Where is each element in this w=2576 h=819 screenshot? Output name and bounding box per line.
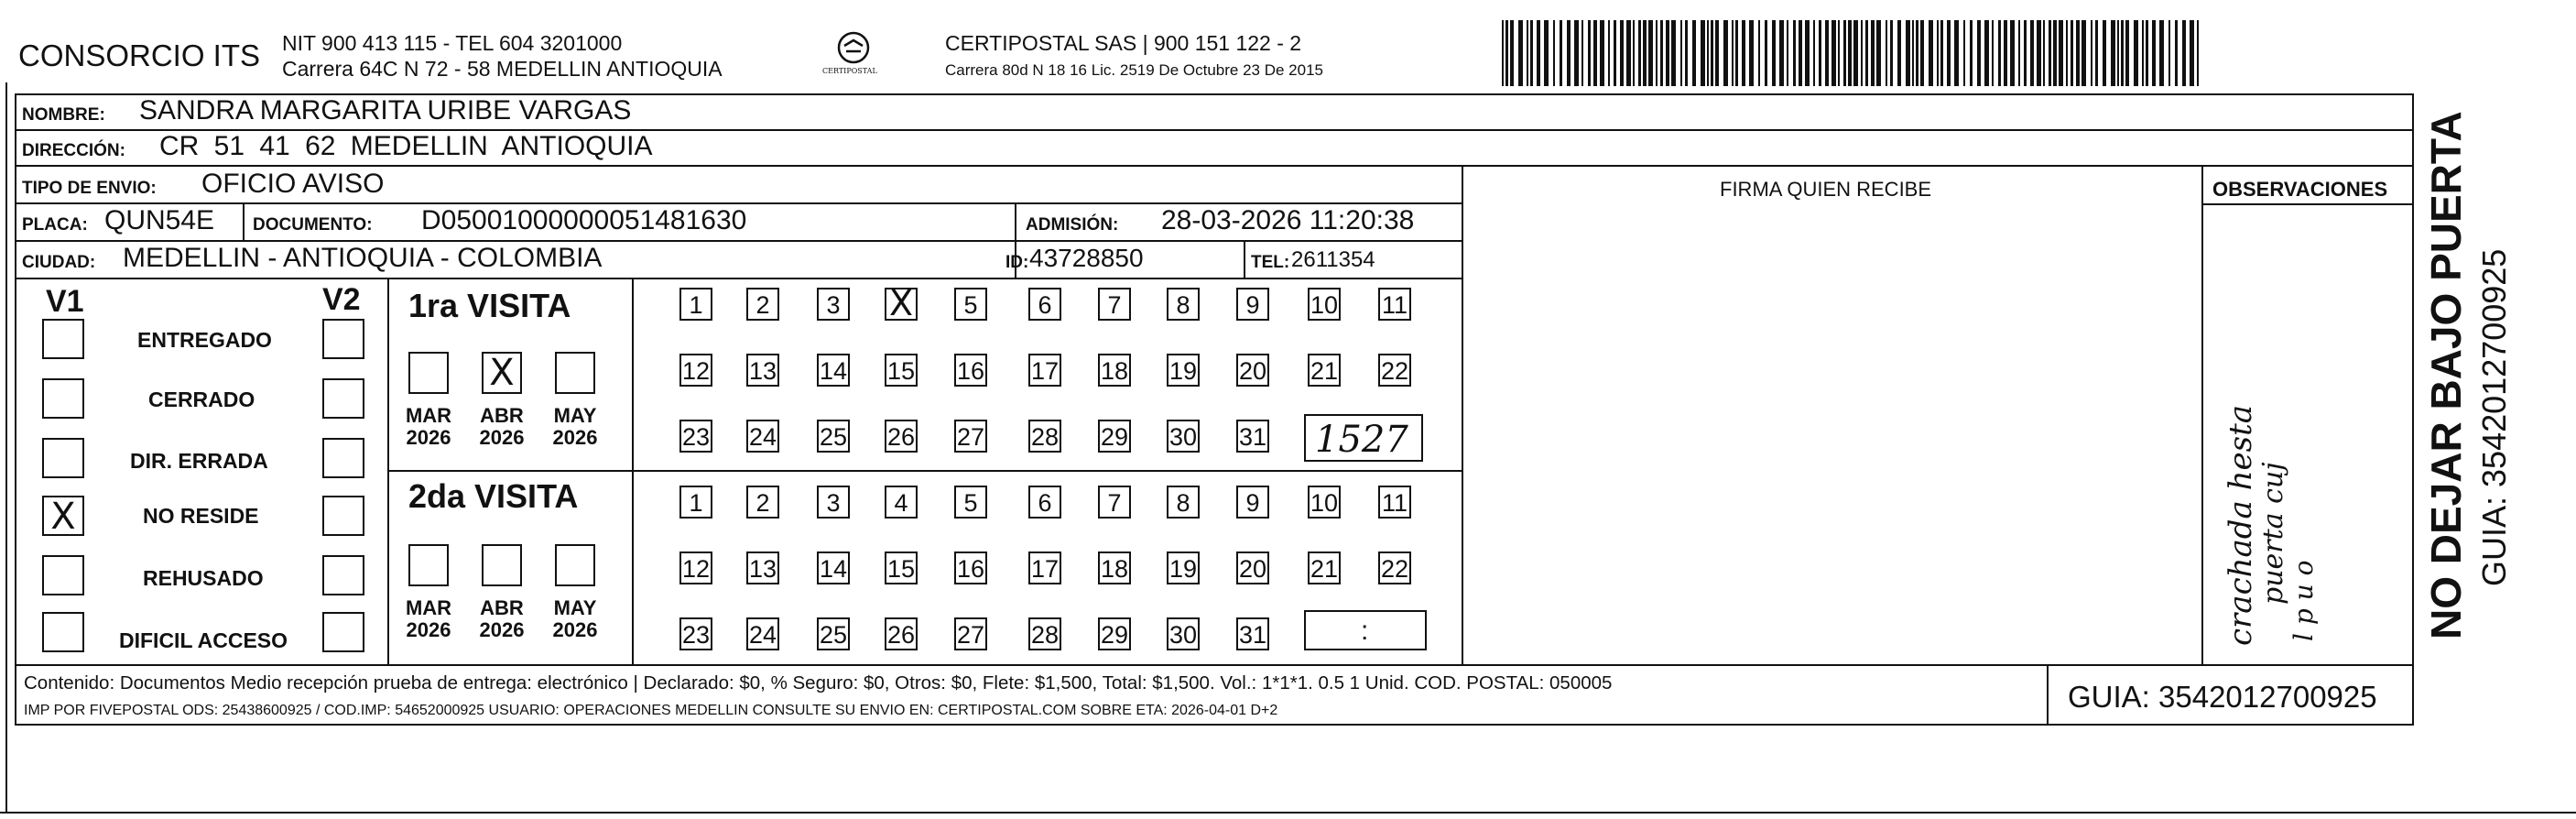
- barcode-bar: [1581, 20, 1583, 86]
- v1-checkbox-2[interactable]: [42, 438, 84, 478]
- nombre-value: SANDRA MARGARITA URIBE VARGAS: [139, 95, 632, 126]
- barcode-bar: [1715, 20, 1719, 86]
- admision-value: 28-03-2026 11:20:38: [1161, 205, 1415, 235]
- first-visit-day-11[interactable]: 11: [1378, 288, 1411, 321]
- barcode-bar: [1633, 20, 1635, 86]
- first-visit-day-15[interactable]: 15: [885, 354, 918, 387]
- tipo-value: OFICIO AVISO: [201, 169, 385, 199]
- barcode-bar: [2111, 20, 2115, 86]
- placa-label: PLACA:: [22, 215, 88, 235]
- no-dejar-warning: NO DEJAR BAJO PUERTA: [2422, 111, 2470, 639]
- barcode-bar: [1505, 20, 1508, 86]
- barcode-bar: [1853, 20, 1858, 86]
- barcode-bar: [1825, 20, 1829, 86]
- barcode-bar: [2018, 20, 2020, 86]
- second-visit-day-27[interactable]: 27: [954, 617, 987, 650]
- second-visit-day-25[interactable]: 25: [817, 617, 850, 650]
- first-month-mar: MAR 2026: [405, 404, 452, 450]
- second-visit-day-28[interactable]: 28: [1028, 617, 1061, 650]
- first-visit-day-1[interactable]: 1: [679, 288, 712, 321]
- barcode-bar: [1861, 20, 1863, 86]
- documento-value: D05001000000051481630: [421, 205, 747, 235]
- barcode-bar: [1787, 20, 1788, 86]
- barcode-bar: [1779, 20, 1784, 86]
- barcode-bar: [2081, 20, 2086, 86]
- barcode-bar: [2190, 20, 2194, 86]
- first-visit-day-18[interactable]: 18: [1098, 354, 1131, 387]
- barcode-bar: [1749, 20, 1754, 86]
- barcode-bar: [2117, 20, 2119, 86]
- id-value: 43728850: [1029, 244, 1144, 272]
- barcode-bar: [1527, 20, 1528, 86]
- second-visit-day-2[interactable]: 2: [746, 486, 779, 519]
- certipostal-line: CERTIPOSTAL SAS | 900 151 122 - 2: [945, 31, 1302, 55]
- barcode-bar: [2066, 20, 2068, 86]
- barcode-bar: [1954, 20, 1959, 86]
- observation-line-0: crachada hesta: [2223, 404, 2259, 646]
- second-visit-day-22[interactable]: 22: [1378, 551, 1411, 584]
- barcode-bar: [2076, 20, 2080, 86]
- barcode-bar: [1510, 20, 1514, 86]
- barcode-bar: [1614, 20, 1616, 86]
- barcode-bar: [2168, 20, 2170, 86]
- second-visit-day-6[interactable]: 6: [1028, 486, 1061, 519]
- barcode-bar: [1799, 20, 1802, 86]
- tel-label: TEL:: [1251, 253, 1290, 272]
- address-line: Carrera 64C N 72 - 58 MEDELLIN ANTIOQUIA: [282, 57, 723, 81]
- first-visit-day-28[interactable]: 28: [1028, 420, 1061, 453]
- status-label-5: DIFICIL ACCESO: [119, 628, 288, 652]
- barcode-bar: [1660, 20, 1663, 86]
- logo-text: CERTIPOSTAL: [822, 67, 877, 75]
- barcode-bar: [2030, 20, 2034, 86]
- v2-label: V2: [322, 282, 361, 317]
- barcode-bar: [1537, 20, 1540, 86]
- first-month-box-may[interactable]: [555, 352, 595, 394]
- first-visit-day-25[interactable]: 25: [817, 420, 850, 453]
- barcode-bar: [1805, 20, 1810, 86]
- firma-header: FIRMA QUIEN RECIBE: [1720, 178, 1932, 201]
- barcode-bar: [1937, 20, 1939, 86]
- first-visit-day-6[interactable]: 6: [1028, 288, 1061, 321]
- certipostal-address: Carrera 80d N 18 16 Lic. 2519 De Octubre 23 De 2015: [945, 61, 1323, 79]
- second-month-may: MAY 2026: [552, 596, 598, 642]
- company-name: CONSORCIO ITS: [18, 38, 261, 72]
- v2-checkbox-4[interactable]: [322, 555, 364, 595]
- barcode-bar: [1793, 20, 1796, 86]
- first-visit-day-22[interactable]: 22: [1378, 354, 1411, 387]
- barcode-bar: [1593, 20, 1597, 86]
- barcode-bar: [1977, 20, 1981, 86]
- barcode-bar: [1947, 20, 1951, 86]
- barcode-bar: [1819, 20, 1821, 86]
- footer-contenido: Contenido: Documentos Medio recepción prueba de entrega: electrónico | Declarado: $0, % Seguro: $0, Otros: $0, Flete: $1,500, Total: $1,500. Vol.: 1*1*1. 0.5 1 Unid. COD. POSTAL: 050005: [24, 672, 1613, 693]
- barcode-bar: [1992, 20, 1994, 86]
- v2-checkbox-1[interactable]: [322, 378, 364, 419]
- barcode-bar: [2103, 20, 2106, 86]
- v2-checkbox-5[interactable]: [322, 612, 364, 652]
- bottom-edge-line: [0, 812, 2576, 814]
- barcode-bar: [1890, 20, 1893, 86]
- v1-checkbox-4[interactable]: [42, 555, 84, 595]
- barcode-bar: [2146, 20, 2148, 86]
- barcode-bar: [2159, 20, 2164, 86]
- first-month-may: MAY 2026: [552, 404, 598, 450]
- barcode-bar: [1648, 20, 1653, 86]
- first-visit-day-7[interactable]: 7: [1098, 288, 1131, 321]
- barcode-bar: [1929, 20, 1933, 86]
- barcode-bar: [2010, 20, 2015, 86]
- barcode-bar: [1871, 20, 1875, 86]
- second-visit-day-1[interactable]: 1: [679, 486, 712, 519]
- first-visit-day-2[interactable]: 2: [746, 288, 779, 321]
- barcode-bar: [1685, 20, 1688, 86]
- barcode-bar: [1502, 20, 1504, 86]
- ciudad-value: MEDELLIN - ANTIOQUIA - COLOMBIA: [123, 243, 603, 273]
- second-visit-day-26[interactable]: 26: [885, 617, 918, 650]
- first-visit-day-24[interactable]: 24: [746, 420, 779, 453]
- barcode-bar: [2095, 20, 2098, 86]
- v1-checkbox-0[interactable]: [42, 319, 84, 359]
- second-month-box-abr[interactable]: [482, 544, 522, 586]
- barcode-bar: [1984, 20, 1989, 86]
- barcode-bar: [1574, 20, 1579, 86]
- observation-line-2: l p u o: [2288, 560, 2319, 641]
- first-visit-day-10[interactable]: 10: [1308, 288, 1341, 321]
- side-guia: GUIA: 3542012700925: [2475, 248, 2513, 586]
- status-label-0: ENTREGADO: [137, 328, 272, 352]
- first-visit-day-5[interactable]: 5: [954, 288, 987, 321]
- barcode-bar: [1813, 20, 1815, 86]
- barcode-bar: [1544, 20, 1549, 86]
- barcode-bar: [1656, 20, 1658, 86]
- barcode-bar: [1897, 20, 1901, 86]
- barcode-bar: [1701, 20, 1705, 86]
- barcode-bar: [2004, 20, 2007, 86]
- barcode-bar: [2024, 20, 2027, 86]
- barcode-bar: [1608, 20, 1610, 86]
- barcode-bar: [1906, 20, 1910, 86]
- second-visit-day-31[interactable]: 31: [1236, 617, 1269, 650]
- second-visit-day-10[interactable]: 10: [1308, 486, 1341, 519]
- barcode-bar: [2037, 20, 2041, 86]
- admision-label: ADMISIÓN:: [1026, 215, 1119, 235]
- status-label-4: REHUSADO: [143, 566, 264, 590]
- barcode-bar: [2091, 20, 2092, 86]
- first-visit-day-13[interactable]: 13: [746, 354, 779, 387]
- first-month-box-abr[interactable]: X: [482, 352, 522, 394]
- observation-handwriting: [2207, 302, 2317, 660]
- barcode-bar: [1831, 20, 1836, 86]
- barcode-bar: [1518, 20, 1523, 86]
- v1-label: V1: [46, 284, 84, 319]
- footer-guia: GUIA: 3542012700925: [2068, 680, 2377, 714]
- documento-label: DOCUMENTO:: [253, 215, 373, 235]
- barcode-bar: [1838, 20, 1840, 86]
- footer-imp: IMP POR FIVEPOSTAL ODS: 25438600925 / COD.IMP: 54652000925 USUARIO: OPERACIONES MEDELLIN CONSULTE SU ENVIO EN: CERTIPOSTAL.COM SOBRE ETA: 2026-04-01 D+2: [24, 703, 1278, 718]
- second-visit-day-17[interactable]: 17: [1028, 551, 1061, 584]
- second-visit-day-15[interactable]: 15: [885, 551, 918, 584]
- barcode-bar: [1666, 20, 1669, 86]
- barcode-bar: [2071, 20, 2073, 86]
- second-visit-day-30[interactable]: 30: [1167, 617, 1200, 650]
- ciudad-label: CIUDAD:: [22, 253, 96, 272]
- first-visit-day-8[interactable]: 8: [1167, 288, 1200, 321]
- barcode: [1502, 20, 2207, 86]
- first-visit-day-21[interactable]: 21: [1308, 354, 1341, 387]
- status-label-3: NO RESIDE: [143, 504, 259, 528]
- second-visit-day-23[interactable]: 23: [679, 617, 712, 650]
- second-visit-day-19[interactable]: 19: [1167, 551, 1200, 584]
- first-visit-day-9[interactable]: 9: [1236, 288, 1269, 321]
- nit-line: NIT 900 413 115 - TEL 604 3201000: [282, 31, 623, 55]
- barcode-bar: [1553, 20, 1555, 86]
- barcode-bar: [2175, 20, 2178, 86]
- second-month-mar: MAR 2026: [405, 596, 452, 642]
- placa-value: QUN54E: [104, 205, 215, 235]
- v2-checkbox-0[interactable]: [322, 319, 364, 359]
- barcode-bar: [1588, 20, 1591, 86]
- tel-value: 2611354: [1291, 247, 1375, 272]
- barcode-bar: [1643, 20, 1647, 86]
- second-visit-day-20[interactable]: 20: [1236, 551, 1269, 584]
- first-visit-day-19[interactable]: 19: [1167, 354, 1200, 387]
- certipostal-logo: [810, 27, 897, 82]
- second-visit-day-11[interactable]: 11: [1378, 486, 1411, 519]
- second-visit-day-24[interactable]: 24: [746, 617, 779, 650]
- direccion-label: DIRECCIÓN:: [22, 141, 125, 160]
- barcode-bar: [1692, 20, 1696, 86]
- second-visit-title: 2da VISITA: [408, 477, 579, 515]
- barcode-bar: [1567, 20, 1571, 86]
- first-visit-day-20[interactable]: 20: [1236, 354, 1269, 387]
- first-visit-day-3[interactable]: 3: [817, 288, 850, 321]
- barcode-bar: [2142, 20, 2144, 86]
- second-visit-time: :: [1361, 616, 1369, 646]
- barcode-bar: [1912, 20, 1914, 86]
- status-label-1: CERRADO: [148, 388, 255, 411]
- barcode-bar: [1530, 20, 1533, 86]
- barcode-bar: [2053, 20, 2057, 86]
- v1-checkbox-5[interactable]: [42, 612, 84, 652]
- second-visit-day-21[interactable]: 21: [1308, 551, 1341, 584]
- first-visit-day-17[interactable]: 17: [1028, 354, 1061, 387]
- barcode-bar: [1723, 20, 1728, 86]
- second-month-box-mar[interactable]: [408, 544, 449, 586]
- status-label-2: DIR. ERRADA: [130, 449, 268, 473]
- left-edge-line: [5, 82, 7, 812]
- second-visit-day-14[interactable]: 14: [817, 551, 850, 584]
- barcode-bar: [1916, 20, 1918, 86]
- second-visit-day-7[interactable]: 7: [1098, 486, 1131, 519]
- v2-checkbox-3[interactable]: [322, 496, 364, 536]
- id-label: ID:: [1005, 253, 1029, 272]
- first-visit-day-4[interactable]: [885, 283, 918, 323]
- tipo-label: TIPO DE ENVIO:: [22, 179, 157, 198]
- barcode-bar: [1671, 20, 1676, 86]
- barcode-bar: [1920, 20, 1924, 86]
- barcode-bar: [1735, 20, 1738, 86]
- barcode-bar: [1970, 20, 1973, 86]
- v1-checkbox-3[interactable]: X: [42, 496, 84, 536]
- barcode-bar: [1732, 20, 1734, 86]
- barcode-bar: [1772, 20, 1776, 86]
- first-month-abr: ABR 2026: [479, 404, 525, 450]
- second-visit-day-29[interactable]: 29: [1098, 617, 1131, 650]
- second-visit-day-16[interactable]: 16: [954, 551, 987, 584]
- first-visit-time: 1527: [1315, 419, 1408, 461]
- first-visit-time-box[interactable]: [1304, 414, 1423, 462]
- barcode-bar: [1848, 20, 1852, 86]
- first-visit-day-12[interactable]: 12: [679, 354, 712, 387]
- second-visit-day-9[interactable]: 9: [1236, 486, 1269, 519]
- second-visit-day-8[interactable]: 8: [1167, 486, 1200, 519]
- barcode-bar: [1865, 20, 1868, 86]
- barcode-bar: [1963, 20, 1965, 86]
- barcode-bar: [2197, 20, 2199, 86]
- barcode-bar: [1560, 20, 1562, 86]
- second-visit-day-4[interactable]: 4: [885, 486, 918, 519]
- v2-checkbox-2[interactable]: [322, 438, 364, 478]
- first-visit-day-23[interactable]: 23: [679, 420, 712, 453]
- day-mark-x: X: [888, 283, 914, 323]
- barcode-bar: [2125, 20, 2129, 86]
- second-visit-day-18[interactable]: 18: [1098, 551, 1131, 584]
- first-visit-day-16[interactable]: 16: [954, 354, 987, 387]
- first-month-box-mar[interactable]: [408, 352, 449, 394]
- first-visit-day-31[interactable]: 31: [1236, 420, 1269, 453]
- barcode-bar: [2049, 20, 2051, 86]
- barcode-bar: [1620, 20, 1624, 86]
- second-month-abr: ABR 2026: [479, 596, 525, 642]
- barcode-bar: [1765, 20, 1767, 86]
- first-visit-day-26[interactable]: 26: [885, 420, 918, 453]
- barcode-bar: [1843, 20, 1846, 86]
- barcode-bar: [1626, 20, 1631, 86]
- barcode-bar: [1758, 20, 1760, 86]
- barcode-bar: [2121, 20, 2124, 86]
- first-visit-day-30[interactable]: 30: [1167, 420, 1200, 453]
- barcode-bar: [1742, 20, 1745, 86]
- second-month-box-may[interactable]: [555, 544, 595, 586]
- barcode-bar: [2043, 20, 2045, 86]
- barcode-bar: [1876, 20, 1881, 86]
- second-visit-time-box[interactable]: [1304, 610, 1427, 650]
- barcode-bar: [1707, 20, 1709, 86]
- v1-checkbox-1[interactable]: [42, 378, 84, 419]
- first-visit-title: 1ra VISITA: [408, 287, 571, 324]
- barcode-bar: [2134, 20, 2138, 86]
- observation-line-1: puerta cuj: [2257, 462, 2289, 605]
- barcode-bar: [1711, 20, 1713, 86]
- barcode-bar: [1680, 20, 1682, 86]
- second-visit-day-13[interactable]: 13: [746, 551, 779, 584]
- barcode-bar: [1600, 20, 1604, 86]
- barcode-bar: [1940, 20, 1943, 86]
- direccion-value: CR 51 41 62 MEDELLIN ANTIOQUIA: [159, 131, 653, 161]
- barcode-bar: [1998, 20, 2001, 86]
- second-visit-day-5[interactable]: 5: [954, 486, 987, 519]
- first-visit-day-27[interactable]: 27: [954, 420, 987, 453]
- first-visit-day-29[interactable]: 29: [1098, 420, 1131, 453]
- barcode-bar: [1638, 20, 1641, 86]
- barcode-bar: [2182, 20, 2186, 86]
- nombre-label: NOMBRE:: [22, 105, 105, 125]
- second-visit-day-3[interactable]: 3: [817, 486, 850, 519]
- first-visit-day-14[interactable]: 14: [817, 354, 850, 387]
- barcode-bar: [1886, 20, 1887, 86]
- second-visit-day-12[interactable]: 12: [679, 551, 712, 584]
- observaciones-header: OBSERVACIONES: [2212, 178, 2388, 201]
- barcode-bar: [2059, 20, 2063, 86]
- barcode-bar: [2152, 20, 2156, 86]
